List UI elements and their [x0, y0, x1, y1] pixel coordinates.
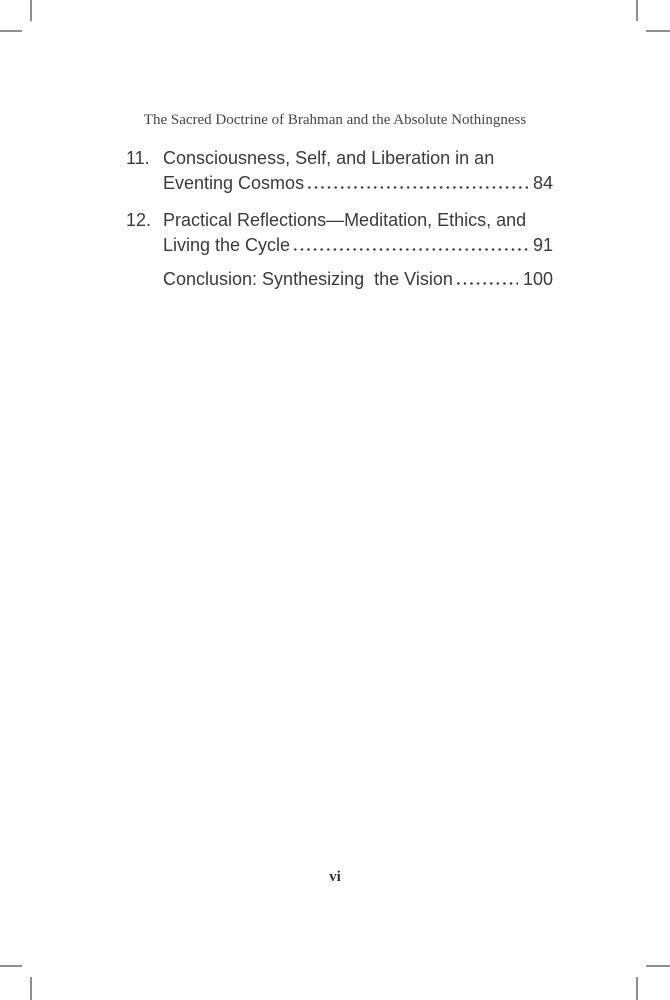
toc-entry-number: 12. — [126, 210, 152, 230]
toc-entry-page-number: 91 — [532, 235, 553, 255]
crop-mark-top-right-horizontal — [646, 30, 670, 32]
toc-entry-title-line1: Consciousness, Self, and Liberation in an — [163, 148, 495, 168]
toc-entry-page-number: 100 — [522, 269, 553, 289]
toc-entry-title-line2: Living the Cycle — [163, 235, 291, 255]
toc-entry-line — [163, 267, 553, 292]
toc-entry-line2 — [163, 233, 553, 258]
page-number-folio: vi — [329, 869, 341, 885]
crop-mark-top-left-vertical — [30, 0, 32, 21]
crop-mark-top-right-vertical — [636, 0, 638, 21]
toc-entry-line2 — [163, 171, 553, 196]
running-header: The Sacred Doctrine of Brahman and the Absolute Nothingness — [143, 112, 527, 128]
toc-entry-title-line1: Practical Reflections—Meditation, Ethics, and — [163, 210, 527, 230]
dot-leader — [455, 282, 518, 285]
toc-entry-page-number: 84 — [532, 173, 553, 193]
crop-mark-bottom-left-horizontal — [0, 965, 22, 967]
crop-mark-bottom-right-horizontal — [646, 965, 670, 967]
toc-entry-title-line2: Eventing Cosmos — [163, 173, 305, 193]
toc-entry — [126, 146, 553, 196]
toc-entry-conclusion — [126, 267, 553, 292]
dot-leader — [292, 248, 528, 251]
toc-entry — [126, 208, 553, 258]
crop-mark-top-left-horizontal — [0, 30, 22, 32]
toc-conclusion-title: Conclusion: Synthesizing the Vision — [163, 269, 453, 289]
dot-leader — [306, 186, 528, 189]
crop-mark-bottom-left-vertical — [30, 977, 32, 1000]
crop-mark-bottom-right-vertical — [636, 977, 638, 1000]
toc-entry-number: 11. — [126, 148, 150, 168]
toc-list — [126, 146, 553, 292]
